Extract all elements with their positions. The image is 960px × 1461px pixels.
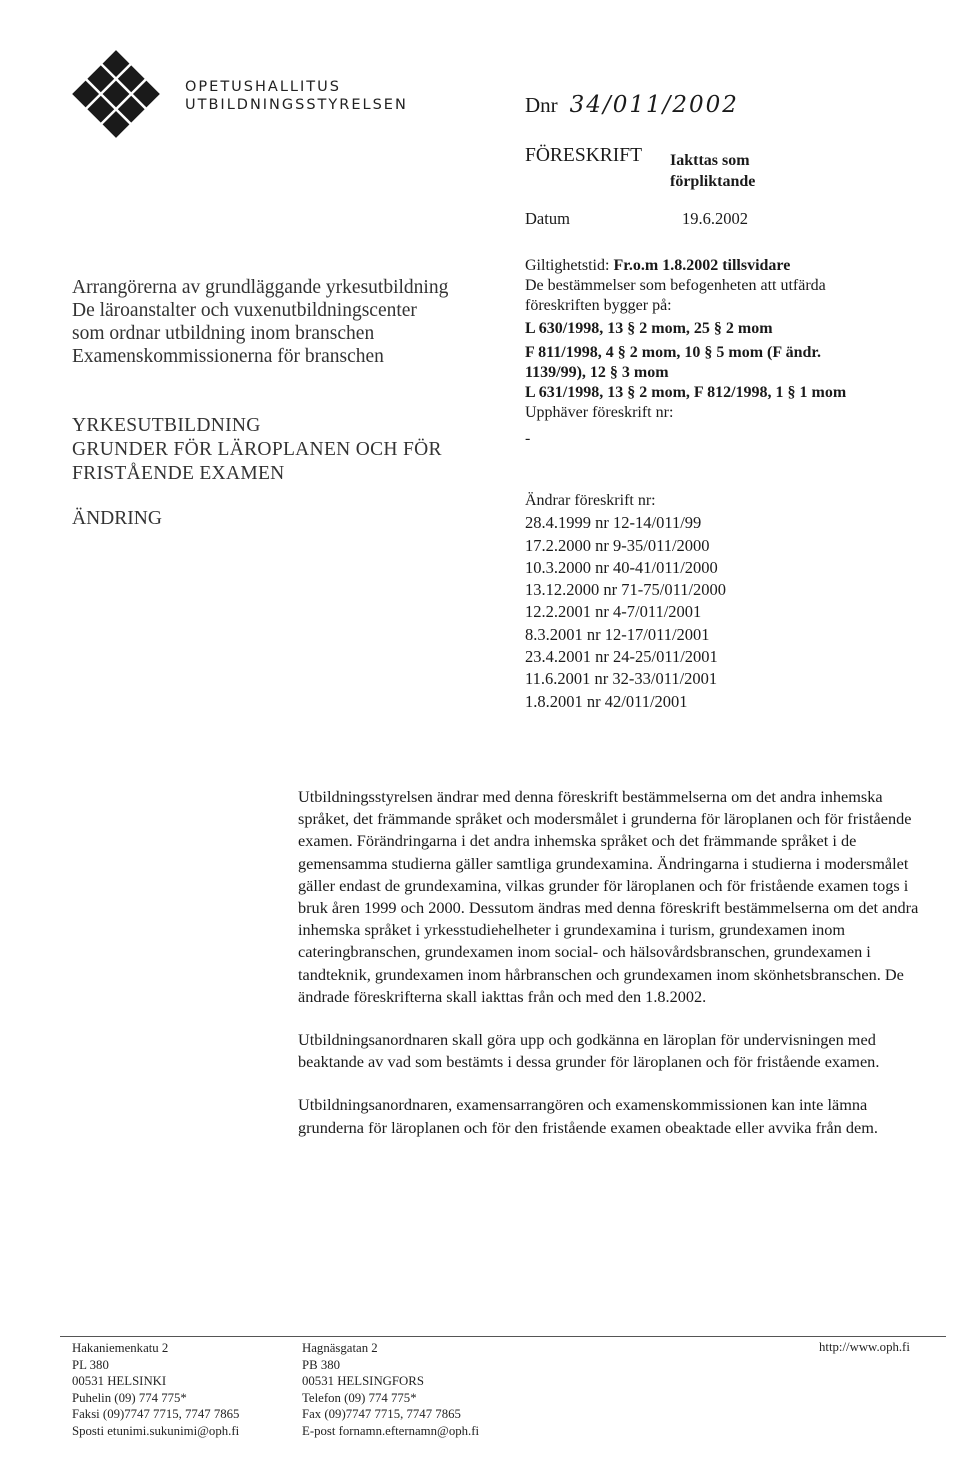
authority-ref: L 631/1998, 13 § 2 mom, F 812/1998, 1 § 1 mom: [525, 384, 847, 401]
amended-item: 23.4.2001 nr 24-25/011/2001: [525, 647, 718, 667]
addressees: [72, 276, 448, 368]
body-paragraph: Utbildningsanordnaren skall göra upp och godkänna en läroplan för undervisningen med beaktande av vad som bestämts i dessa grunder för läroplanen och för fristående examen.: [298, 1030, 880, 1072]
dnr-value: 34/011/2002: [569, 92, 739, 118]
addressee-line: Arrangörerna av grundläggande yrkesutbildning: [72, 277, 449, 298]
repeals-label: Upphäver föreskrift nr:: [525, 404, 674, 421]
footer-line: Hagnäsgatan 2: [302, 1341, 378, 1355]
footer-line: Telefon (09) 774 775*: [302, 1390, 417, 1405]
subject-line: YRKESUTBILDNING: [72, 415, 261, 436]
amended-item: 1.8.2001 nr 42/011/2001: [525, 691, 688, 711]
validity-value: Fr.o.m 1.8.2002 tillsvidare: [613, 257, 791, 274]
org-name-line1: OPETUSHALLITUS: [185, 79, 341, 95]
validity-row: [525, 256, 905, 276]
authority-ref: L 630/1998, 13 § 2 mom, 25 § 2 mom: [525, 320, 773, 337]
amended-item: 12.2.2001 nr 4-7/011/2001: [525, 602, 702, 622]
doc-kind-line2: förpliktande: [670, 173, 756, 190]
footer-line: PL 380: [72, 1357, 109, 1372]
body-paragraph: Utbildningsanordnaren, examensarrangören och examenskommissionen kan inte lämna grunderna för läroplanen och för den fristående examen obeaktade eller avvika från dem.: [298, 1095, 878, 1137]
date-value: 19.6.2002: [682, 209, 748, 228]
amended-item: 17.2.2000 nr 9-35/011/2000: [525, 535, 710, 555]
change-label: ÄNDRING: [72, 508, 162, 529]
date-label: Datum: [525, 209, 570, 228]
amended-item: 13.12.2000 nr 71-75/011/2000: [525, 580, 727, 600]
amended-item: 10.3.2000 nr 40-41/011/2000: [525, 557, 718, 577]
org-name-line2: UTBILDNINGSSTYRELSEN: [185, 97, 408, 113]
repeals-value: -: [525, 430, 531, 447]
amended-item: 28.4.1999 nr 12-14/011/99: [525, 513, 702, 533]
document-type: FÖRESKRIFT: [525, 145, 643, 166]
body-text: [298, 786, 923, 1160]
footer-line: Puhelin (09) 774 775*: [72, 1390, 187, 1405]
footer-line: Fax (09)7747 7715, 7747 7865: [302, 1407, 461, 1422]
document-kind: [670, 150, 755, 192]
footer-website-link[interactable]: http://www.oph.fi: [819, 1340, 910, 1354]
footer-address-swedish: [302, 1340, 479, 1440]
authority-label-line1: De bestämmelser som befogenheten att utfärda: [525, 277, 826, 294]
validity-label: Giltighetstid:: [525, 257, 610, 274]
diamond-grid-logo-icon: [70, 48, 162, 140]
subject-line: FRISTÅENDE EXAMEN: [72, 463, 285, 484]
doc-kind-line1: Iakttas som: [670, 152, 750, 169]
footer-divider: [60, 1336, 946, 1337]
subject-heading: [72, 414, 442, 486]
authority-label-line2: föreskriften bygger på:: [525, 297, 672, 314]
footer-line: Sposti etunimi.sukunimi@oph.fi: [72, 1423, 240, 1438]
dnr-label: Dnr: [525, 93, 558, 117]
footer-line: 00531 HELSINGFORS: [302, 1374, 424, 1389]
amends-label: Ändrar föreskrift nr:: [525, 492, 656, 509]
amended-regulations: [525, 490, 726, 713]
regulation-metadata: [525, 256, 905, 449]
footer-line: Faksi (09)7747 7715, 7747 7865: [72, 1407, 240, 1422]
footer-line: PB 380: [302, 1357, 341, 1372]
registry-number: [525, 92, 739, 118]
amended-item: 8.3.2001 nr 12-17/011/2001: [525, 624, 710, 644]
authority-ref: F 811/1998, 4 § 2 mom, 10 § 5 mom (F ändr.: [525, 344, 821, 361]
addressee-line: De läroanstalter och vuxenutbildningscenter: [72, 300, 417, 321]
body-paragraph: Utbildningsstyrelsen ändrar med denna föreskrift bestämmelserna om det andra inhemska språket, det främmande språket och modersmålet i grunderna för läroplanen och för fristående examen. Förändringarna i det andra inhemska språket och det främmande språket i de gemensamma studierna gäller samtliga grundexamina. Ändringarna i studierna i modersmålet gäller endast de grundexamina, vilkas grunder för läroplanen och för fristående examen togs i bruk åren 1999 och 2000. Dessutom ändras med denna föreskrift bestämmelserna om det andra inhemska språket i yrkesstudiehelheter i grundexamina i turism, grundexamen inom cateringbranschen, grundexamen inom social- och hälsovårdsbranschen, grundexamen i tandteknik, grundexamen inom hårbranschen och grundexamen inom skönhetsbranschen. De ändrade föreskrifterna skall iakttas från och med den 1.8.2002.: [298, 787, 919, 1006]
addressee-line: som ordnar utbildning inom branschen: [72, 323, 375, 344]
footer-line: 00531 HELSINKI: [72, 1374, 167, 1389]
organization-name: [185, 78, 408, 114]
amended-item: 11.6.2001 nr 32-33/011/2001: [525, 669, 718, 689]
footer-address-finnish: [72, 1340, 239, 1440]
footer-line: Hakaniemenkatu 2: [72, 1341, 169, 1355]
authority-ref: 1139/99), 12 § 3 mom: [525, 364, 669, 381]
subject-line: GRUNDER FÖR LÄROPLANEN OCH FÖR: [72, 439, 442, 460]
addressee-line: Examenskommissionerna för branschen: [72, 346, 384, 367]
footer-line: E-post fornamn.efternamn@oph.fi: [302, 1423, 480, 1438]
